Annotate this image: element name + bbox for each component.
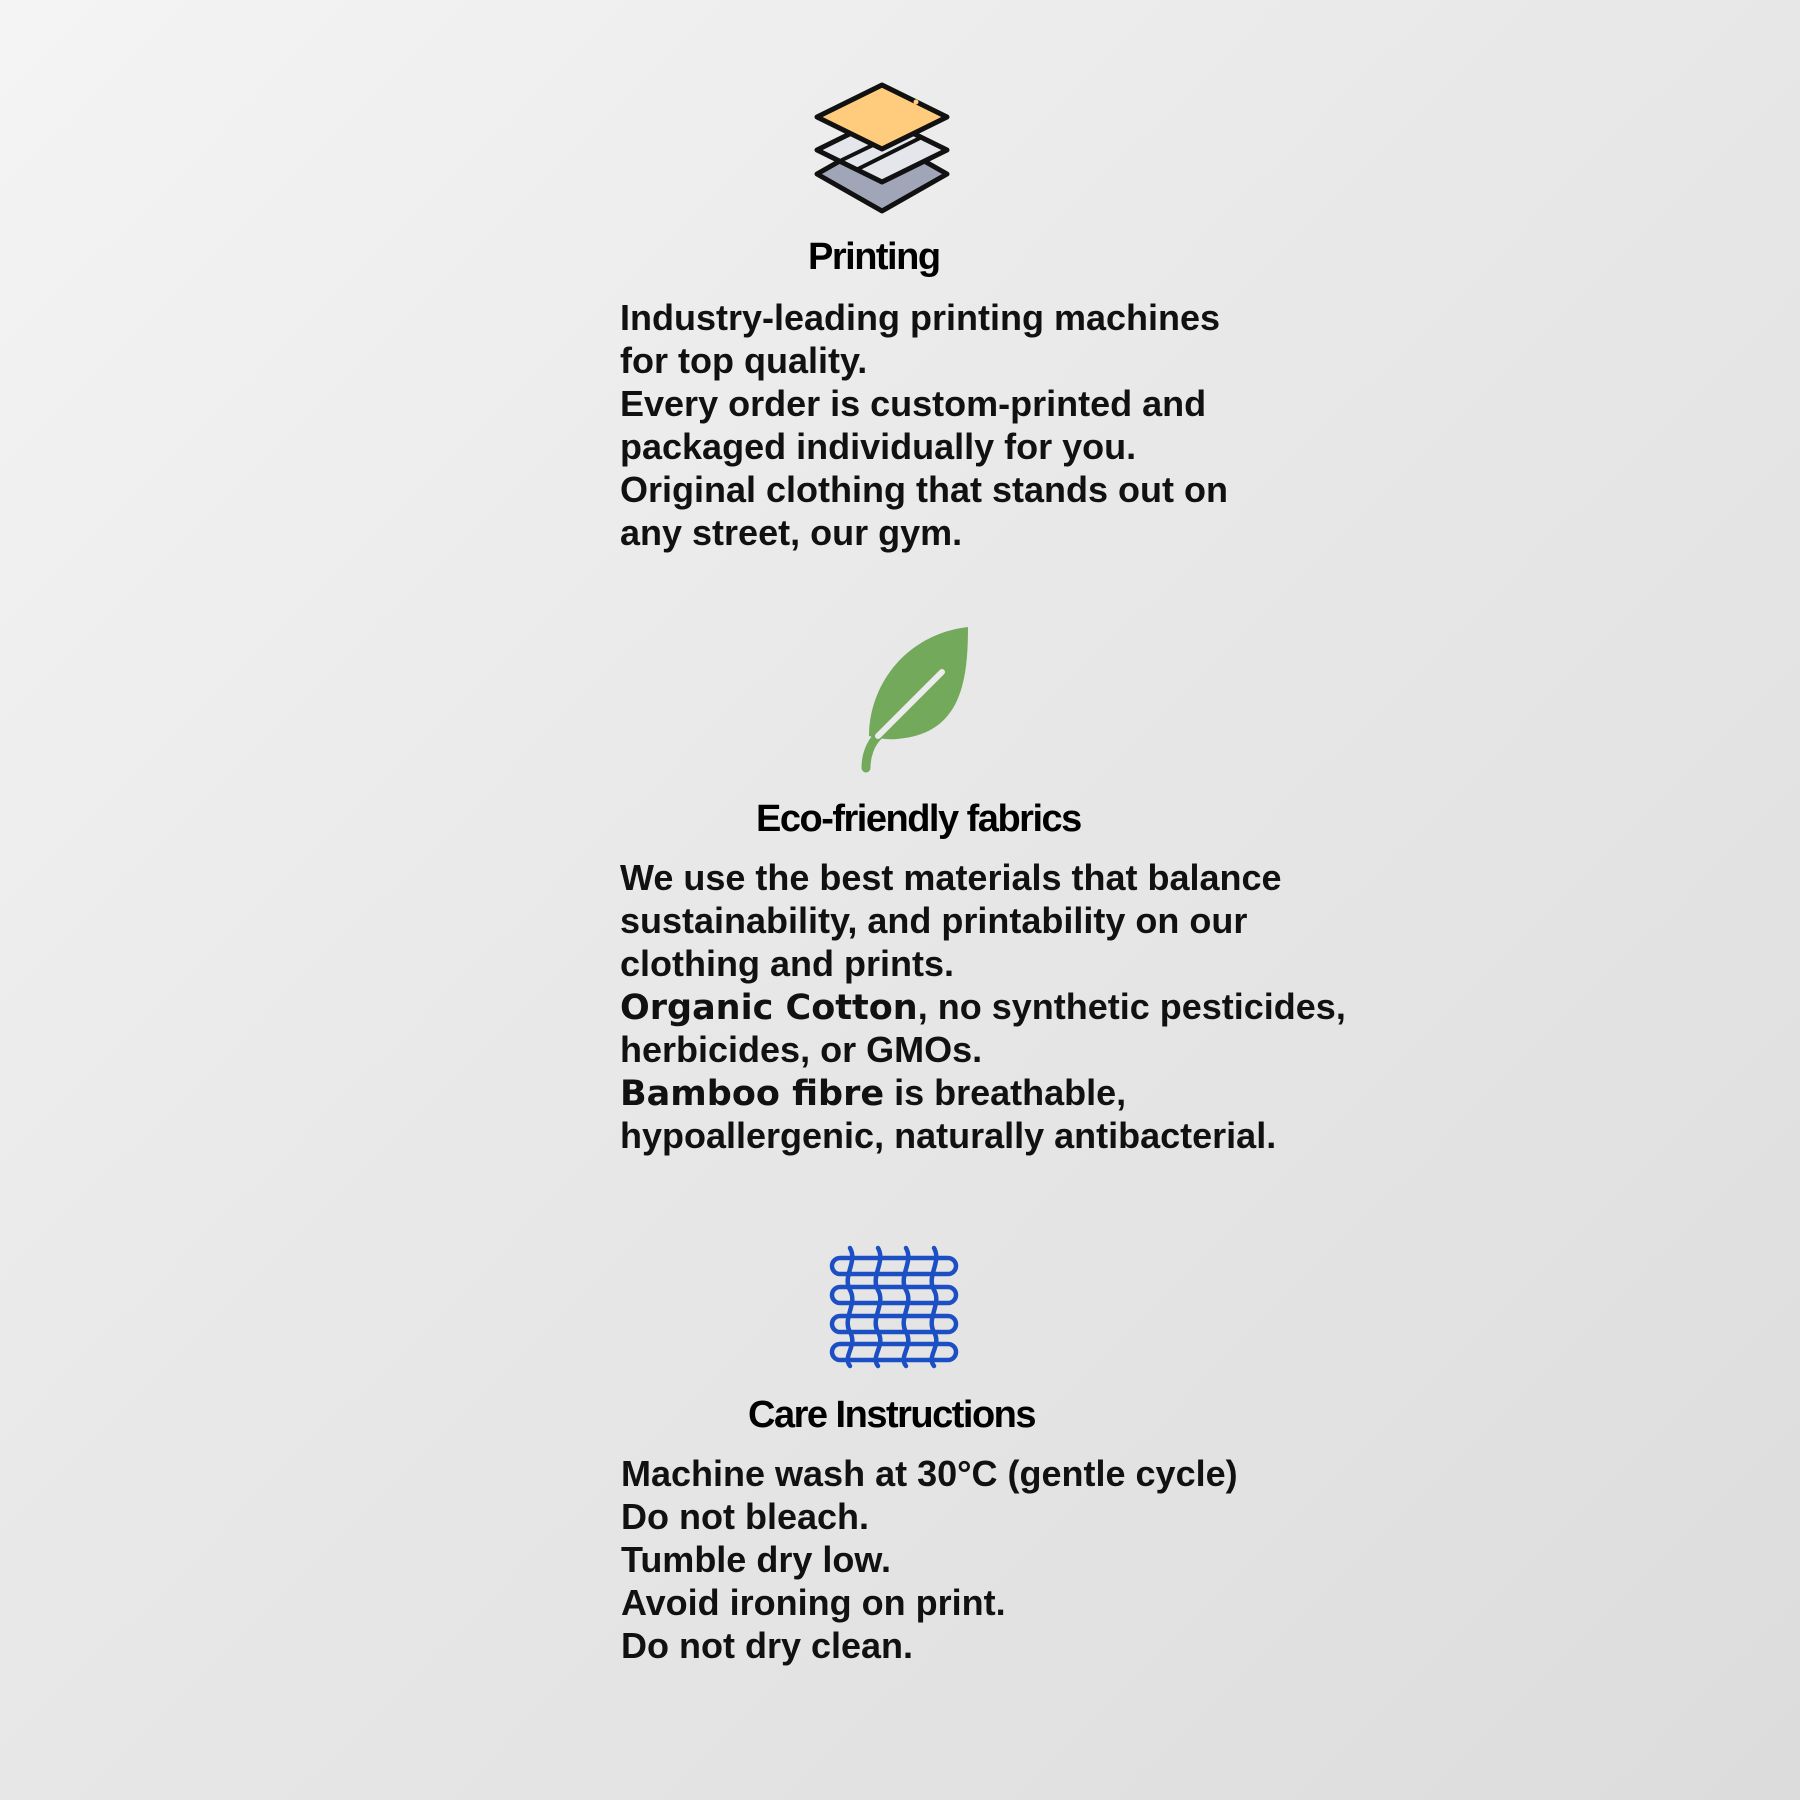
- body-line: sustainability, and printability on our: [620, 900, 1248, 941]
- bamboo-fibre-desc: is breathable,: [884, 1072, 1127, 1113]
- body-line: for top quality.: [620, 340, 868, 381]
- leaf-icon: [852, 624, 972, 774]
- organic-cotton-term: Organic Cotton: [620, 988, 918, 1028]
- body-line: [620, 985, 1346, 1028]
- care-instruction-item: Do not dry clean.: [621, 1625, 914, 1666]
- care-instruction-item: Avoid ironing on print.: [621, 1582, 1006, 1623]
- section-title-care: Care Instructions: [748, 1394, 1036, 1436]
- section-body-eco: [620, 856, 1346, 1157]
- body-line: any street, our gym.: [620, 512, 963, 553]
- body-line: clothing and prints.: [620, 943, 954, 984]
- section-title-eco: Eco-friendly fabrics: [756, 798, 1081, 840]
- layers-icon: [812, 80, 952, 216]
- body-line: herbicides, or GMOs.: [620, 1029, 983, 1070]
- bamboo-fibre-term: Bamboo fibre: [620, 1074, 885, 1114]
- section-body-care: [621, 1452, 1238, 1667]
- body-line: Industry-leading printing machines: [620, 297, 1221, 338]
- care-instruction-item: Machine wash at 30°C (gentle cycle): [621, 1453, 1238, 1494]
- body-line: packaged individually for you.: [620, 426, 1137, 467]
- section-body-printing: [620, 296, 1228, 554]
- care-instruction-item: Tumble dry low.: [621, 1539, 892, 1580]
- body-line: We use the best materials that balance: [620, 857, 1282, 898]
- body-line: [620, 1071, 1346, 1114]
- body-line: Original clothing that stands out on: [620, 469, 1228, 510]
- section-title-printing: Printing: [808, 236, 940, 278]
- body-line: Every order is custom-printed and: [620, 383, 1207, 424]
- organic-cotton-desc: , no synthetic pesticides,: [917, 986, 1346, 1027]
- care-instruction-item: Do not bleach.: [621, 1496, 870, 1537]
- body-line: hypoallergenic, naturally antibacterial.: [620, 1115, 1277, 1156]
- fabric-weave-icon: [828, 1244, 960, 1370]
